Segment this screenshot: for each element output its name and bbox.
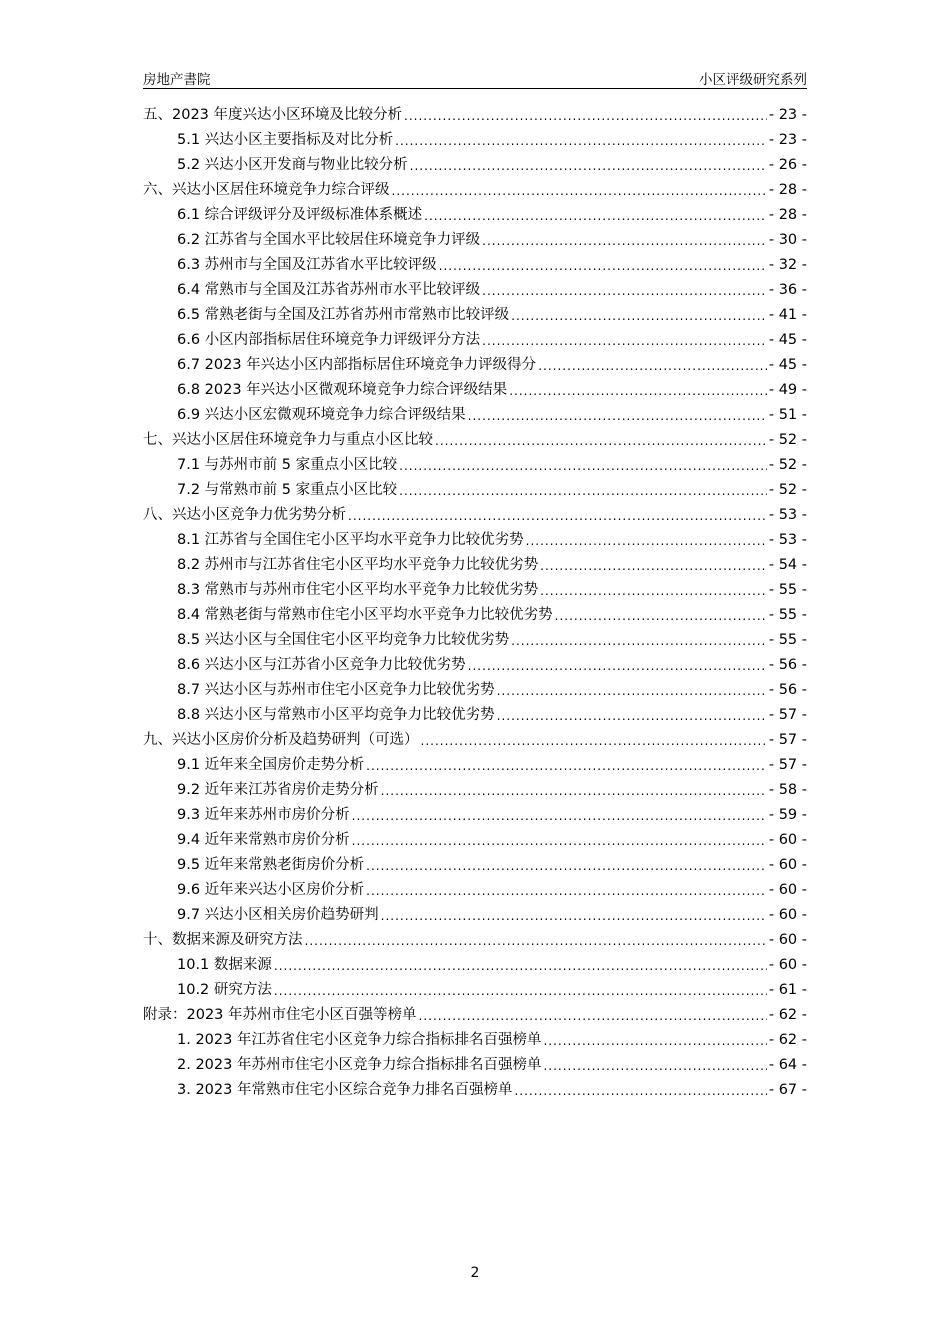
toc-entry[interactable]	[143, 750, 807, 775]
toc-entry-title: 6.5 常熟老街与全国及江苏省苏州市常熟市比较评级	[177, 307, 510, 323]
toc-entry-title: 8.7 兴达小区与苏州市住宅小区竞争力比较优劣势	[177, 682, 495, 698]
header-publisher: 房地产書院	[143, 72, 211, 88]
toc-entry[interactable]	[143, 1000, 807, 1025]
dot-leader	[410, 157, 767, 175]
toc-entry-title: 10.1 数据来源	[177, 957, 272, 973]
toc-entry-title: 8.5 兴达小区与全国住宅小区平均竞争力比较优劣势	[177, 632, 510, 648]
toc-entry-page: - 60 -	[768, 882, 807, 898]
toc-entry-title: 8.4 常熟老街与常熟市住宅小区平均水平竞争力比较优劣势	[177, 607, 553, 623]
toc-entry-title: 10.2 研究方法	[177, 982, 272, 998]
dot-leader	[399, 482, 767, 500]
toc-entry-page: - 57 -	[768, 732, 807, 748]
toc-entry-title: 9.3 近年来苏州市房价分析	[177, 807, 350, 823]
dot-leader	[392, 182, 767, 200]
toc-entry-page: - 28 -	[768, 207, 807, 223]
toc-entry-page: - 58 -	[768, 782, 807, 798]
toc-entry-title: 6.3 苏州市与全国及江苏省水平比较评级	[177, 257, 437, 273]
toc-entry[interactable]	[143, 500, 807, 525]
dot-leader	[421, 732, 767, 750]
toc-entry-page: - 60 -	[768, 932, 807, 948]
toc-entry-page: - 51 -	[768, 407, 807, 423]
dot-leader	[352, 807, 767, 825]
toc-entry[interactable]	[143, 875, 807, 900]
table-of-contents	[143, 100, 807, 1100]
toc-entry-title: 9.6 近年来兴达小区房价分析	[177, 882, 365, 898]
toc-entry-title: 8.6 兴达小区与江苏省小区竞争力比较优劣势	[177, 657, 466, 673]
dot-leader	[497, 707, 767, 725]
toc-entry-page: - 23 -	[768, 107, 807, 123]
toc-entry-title: 9.2 近年来江苏省房价走势分析	[177, 782, 379, 798]
toc-entry-title: 8.2 苏州市与江苏省住宅小区平均水平竞争力比较优劣势	[177, 557, 539, 573]
dot-leader	[538, 357, 767, 375]
dot-leader	[543, 1057, 766, 1075]
toc-entry[interactable]	[143, 1075, 807, 1100]
dot-leader	[366, 757, 767, 775]
page-header	[143, 68, 807, 89]
dot-leader	[305, 932, 767, 950]
dot-leader	[543, 1032, 766, 1050]
dot-leader	[381, 907, 767, 925]
toc-entry[interactable]	[143, 150, 807, 175]
toc-entry[interactable]	[143, 675, 807, 700]
toc-entry-title: 3. 2023 年常熟市住宅小区综合竞争力排名百强榜单	[177, 1082, 513, 1098]
toc-entry-title: 9.7 兴达小区相关房价趋势研判	[177, 907, 379, 923]
toc-entry-title: 六、兴达小区居住环境竞争力综合评级	[143, 182, 390, 198]
toc-entry-title: 6.7 2023 年兴达小区内部指标居住环境竞争力评级得分	[177, 357, 537, 373]
toc-entry-title: 七、兴达小区居住环境竞争力与重点小区比较	[143, 432, 433, 448]
dot-leader	[435, 432, 767, 450]
dot-leader	[366, 857, 767, 875]
toc-entry-page: - 53 -	[768, 507, 807, 523]
toc-entry-page: - 26 -	[768, 157, 807, 173]
toc-entry[interactable]	[143, 125, 807, 150]
toc-entry[interactable]	[143, 700, 807, 725]
toc-entry[interactable]	[143, 725, 807, 750]
dot-leader	[468, 407, 767, 425]
toc-entry-page: - 56 -	[768, 682, 807, 698]
dot-leader	[348, 507, 767, 525]
toc-entry-page: - 62 -	[768, 1007, 807, 1023]
toc-entry-page: - 54 -	[768, 557, 807, 573]
toc-entry-page: - 56 -	[768, 657, 807, 673]
toc-entry[interactable]	[143, 300, 807, 325]
toc-entry-title: 5.1 兴达小区主要指标及对比分析	[177, 132, 394, 148]
toc-entry-title: 8.1 江苏省与全国住宅小区平均水平竞争力比较优劣势	[177, 532, 524, 548]
toc-entry-title: 十、数据来源及研究方法	[143, 932, 303, 948]
toc-entry-page: - 41 -	[768, 307, 807, 323]
toc-entry-page: - 55 -	[768, 607, 807, 623]
toc-entry[interactable]	[143, 1050, 807, 1075]
toc-entry-page: - 45 -	[768, 332, 807, 348]
toc-entry-title: 6.2 江苏省与全国水平比较居住环境竞争力评级	[177, 232, 481, 248]
dot-leader	[511, 632, 767, 650]
header-series-title: 小区评级研究系列	[699, 72, 807, 88]
toc-entry[interactable]	[143, 475, 807, 500]
dot-leader	[511, 307, 767, 325]
toc-entry[interactable]	[143, 325, 807, 350]
toc-entry-page: - 55 -	[768, 582, 807, 598]
dot-leader	[274, 957, 767, 975]
toc-entry[interactable]	[143, 1025, 807, 1050]
toc-entry[interactable]	[143, 275, 807, 300]
toc-entry-page: - 57 -	[768, 757, 807, 773]
toc-entry-page: - 45 -	[768, 357, 807, 373]
toc-entry[interactable]	[143, 550, 807, 575]
toc-entry-page: - 60 -	[768, 907, 807, 923]
toc-entry[interactable]	[143, 775, 807, 800]
toc-entry-page: - 59 -	[768, 807, 807, 823]
toc-entry[interactable]	[143, 450, 807, 475]
dot-leader	[482, 332, 767, 350]
toc-entry-page: - 53 -	[768, 532, 807, 548]
toc-entry-title: 八、兴达小区竞争力优劣势分析	[143, 507, 346, 523]
dot-leader	[482, 282, 767, 300]
page-number: 2	[470, 1265, 480, 1281]
dot-leader	[468, 657, 767, 675]
toc-entry-title: 9.5 近年来常熟老街房价分析	[177, 857, 365, 873]
toc-entry-title: 附录：2023 年苏州市住宅小区百强等榜单	[143, 1007, 417, 1023]
dot-leader	[497, 682, 767, 700]
dot-leader	[424, 207, 767, 225]
toc-entry-page: - 61 -	[768, 982, 807, 998]
toc-entry-title: 7.2 与常熟市前 5 家重点小区比较	[177, 482, 398, 498]
toc-entry-title: 6.4 常熟市与全国及江苏省苏州市水平比较评级	[177, 282, 481, 298]
toc-entry-page: - 60 -	[768, 957, 807, 973]
toc-entry-page: - 52 -	[768, 432, 807, 448]
toc-entry-title: 8.3 常熟市与苏州市住宅小区平均水平竞争力比较优劣势	[177, 582, 539, 598]
toc-entry[interactable]	[143, 800, 807, 825]
toc-entry-title: 7.1 与苏州市前 5 家重点小区比较	[177, 457, 398, 473]
toc-entry-page: - 32 -	[768, 257, 807, 273]
dot-leader	[399, 457, 767, 475]
toc-entry[interactable]	[143, 100, 807, 125]
dot-leader	[509, 382, 767, 400]
dot-leader	[366, 882, 767, 900]
dot-leader	[555, 607, 767, 625]
toc-entry-title: 5.2 兴达小区开发商与物业比较分析	[177, 157, 408, 173]
dot-leader	[540, 557, 767, 575]
toc-entry[interactable]	[143, 600, 807, 625]
toc-entry[interactable]	[143, 975, 807, 1000]
toc-entry[interactable]	[143, 525, 807, 550]
toc-entry[interactable]	[143, 575, 807, 600]
toc-entry[interactable]	[143, 825, 807, 850]
dot-leader	[439, 257, 767, 275]
dot-leader	[526, 532, 767, 550]
dot-leader	[381, 782, 767, 800]
toc-entry-title: 8.8 兴达小区与常熟市小区平均竞争力比较优劣势	[177, 707, 495, 723]
toc-entry-title: 6.1 综合评级评分及评级标准体系概述	[177, 207, 423, 223]
toc-entry-title: 九、兴达小区房价分析及趋势研判（可选）	[143, 732, 419, 748]
toc-entry[interactable]	[143, 175, 807, 200]
toc-entry-page: - 60 -	[768, 857, 807, 873]
toc-entry[interactable]	[143, 400, 807, 425]
toc-entry[interactable]	[143, 925, 807, 950]
toc-entry-title: 五、2023 年度兴达小区环境及比较分析	[143, 107, 403, 123]
toc-entry-page: - 57 -	[768, 707, 807, 723]
toc-entry-page: - 49 -	[768, 382, 807, 398]
toc-entry[interactable]	[143, 625, 807, 650]
toc-entry[interactable]	[143, 200, 807, 225]
toc-entry[interactable]	[143, 650, 807, 675]
dot-leader	[514, 1082, 766, 1100]
dot-leader	[419, 1007, 767, 1025]
toc-entry-page: - 30 -	[768, 232, 807, 248]
dot-leader	[540, 582, 767, 600]
toc-entry-title: 6.8 2023 年兴达小区微观环境竞争力综合评级结果	[177, 382, 508, 398]
toc-entry-title: 9.1 近年来全国房价走势分析	[177, 757, 365, 773]
toc-entry[interactable]	[143, 350, 807, 375]
dot-leader	[404, 107, 767, 125]
toc-entry[interactable]	[143, 950, 807, 975]
toc-entry-page: - 62 -	[768, 1032, 807, 1048]
toc-entry-page: - 52 -	[768, 482, 807, 498]
dot-leader	[274, 982, 767, 1000]
toc-entry-title: 6.9 兴达小区宏微观环境竞争力综合评级结果	[177, 407, 466, 423]
dot-leader	[482, 232, 767, 250]
toc-entry-page: - 64 -	[768, 1057, 807, 1073]
toc-entry[interactable]	[143, 250, 807, 275]
toc-entry-title: 2. 2023 年苏州市住宅小区竞争力综合指标排名百强榜单	[177, 1057, 542, 1073]
toc-entry-page: - 36 -	[768, 282, 807, 298]
toc-entry-title: 9.4 近年来常熟市房价分析	[177, 832, 350, 848]
toc-entry-page: - 28 -	[768, 182, 807, 198]
dot-leader	[395, 132, 767, 150]
toc-entry-page: - 23 -	[768, 132, 807, 148]
toc-entry-page: - 52 -	[768, 457, 807, 473]
toc-entry-page: - 55 -	[768, 632, 807, 648]
toc-entry-page: - 60 -	[768, 832, 807, 848]
toc-entry-title: 1. 2023 年江苏省住宅小区竞争力综合指标排名百强榜单	[177, 1032, 542, 1048]
toc-entry-page: - 67 -	[768, 1082, 807, 1098]
dot-leader	[352, 832, 767, 850]
toc-entry-title: 6.6 小区内部指标居住环境竞争力评级评分方法	[177, 332, 481, 348]
toc-entry[interactable]	[143, 850, 807, 875]
toc-entry[interactable]	[143, 225, 807, 250]
toc-entry[interactable]	[143, 425, 807, 450]
toc-entry[interactable]	[143, 900, 807, 925]
toc-entry[interactable]	[143, 375, 807, 400]
